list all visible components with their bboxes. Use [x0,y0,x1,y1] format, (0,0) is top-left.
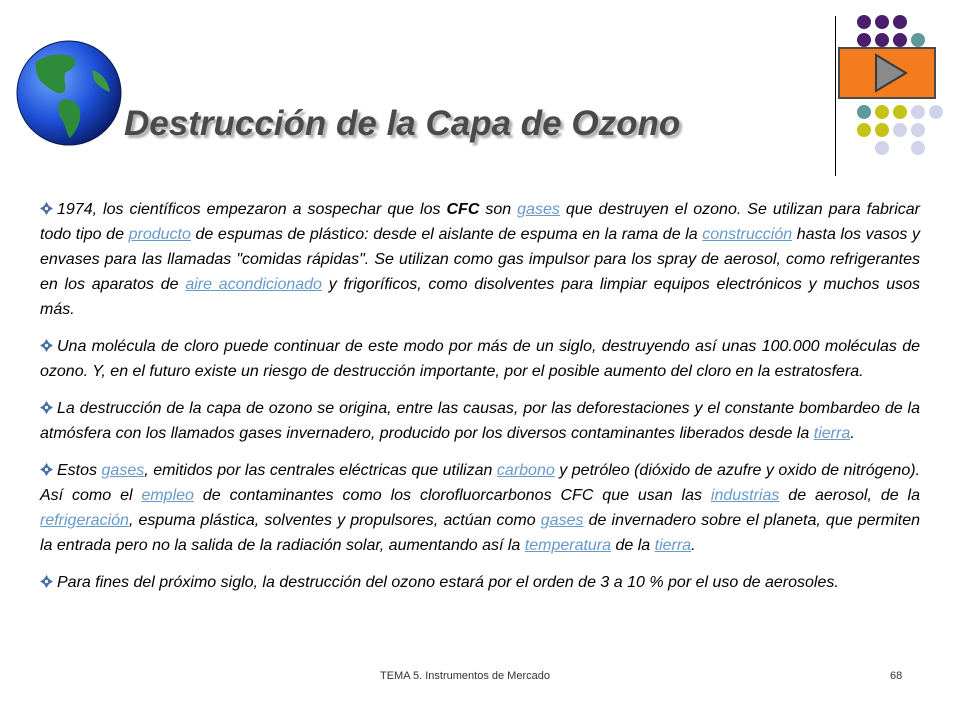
diamond-bullet-icon [40,401,53,414]
link-tierra[interactable]: tierra [813,425,851,442]
globe-icon [16,40,122,146]
diamond-bullet-icon [40,575,53,588]
dot [857,105,871,119]
link-empleo[interactable]: empleo [141,487,194,504]
link-industrias[interactable]: industrias [710,487,780,504]
text: de espumas de plástico: desde el aislante de espuma en la rama de la [190,226,703,243]
dot [875,33,889,47]
slide-title: Destrucción de la Capa de Ozono [124,104,681,143]
link-gases[interactable]: gases [101,462,145,479]
slide-footer: TEMA 5. Instrumentos de Mercado [380,670,550,682]
dot [857,33,871,47]
paragraph-1 [40,197,920,322]
text: La destrucción de la capa de ozono se origina, entre las causas, por las deforestaciones y el constante bombardeo de la atmósfera con los llamados gases invernadero, producido por los diversos contaminantes liberados desde la [40,400,920,442]
divider-line [835,16,836,176]
text: de la [611,537,655,554]
page-number: 68 [890,670,903,682]
text: Una molécula de cloro puede continuar de este modo por más de un siglo, destruyendo así unas 100.000 moléculas de ozono. Y, en el futuro existe un riesgo de destrucción importante, por el posible aumento del cloro en la estratosfera. [40,338,920,380]
text: . [850,425,855,442]
link-temperatura[interactable]: temperatura [524,537,612,554]
dot [893,33,907,47]
text: hasta los vasos y envases para las llamadas "comidas rápidas". Se utilizan como gas impulsor para los spray de aerosol, como refrigerantes en los aparatos de [40,226,921,293]
text: Para fines del próximo siglo, la destrucción del ozono estará por el orden de 3 a 10 % por el uso de aerosoles. [57,574,839,591]
paragraph-3 [40,396,920,446]
paragraph-5 [40,570,920,595]
dot [929,105,943,119]
dot [893,15,907,29]
text: y petróleo (dióxido de azufre y oxido de nitrógeno). Así como el [40,462,920,504]
diamond-bullet-icon [40,463,53,476]
dot [875,15,889,29]
text-cfc: CFC [446,201,480,218]
dot [893,123,907,137]
link-tierra[interactable]: tierra [654,537,692,554]
text: que destruyen el ozono. Se utilizan para fabricar todo tipo de [40,201,920,243]
dot [911,123,925,137]
dot [857,123,871,137]
dot [875,123,889,137]
paragraph-4 [40,458,920,558]
text: Estos [57,462,102,479]
diamond-bullet-icon [40,202,53,215]
dot [911,105,925,119]
text: , emitidos por las centrales eléctricas que utilizan [144,462,497,479]
dot [875,141,889,155]
text: de invernadero sobre el planeta, que permiten la entrada pero no la salida de la radiación solar, aumentando así la [40,512,920,554]
link-gases[interactable]: gases [517,201,560,218]
dot [893,105,907,119]
link-construccion[interactable]: construcción [702,226,793,243]
slide-body [40,197,920,607]
text: , espuma plástica, solventes y propulsores, actúan como [128,512,541,529]
dot [911,141,925,155]
text: y frigoríficos, como disolventes para limpiar equipos electrónicos y muchos usos más. [40,276,920,318]
text: . [691,537,696,554]
dot [875,105,889,119]
link-aire-acondicionado[interactable]: aire acondicionado [185,276,322,293]
link-gases[interactable]: gases [540,512,584,529]
dot [911,33,925,47]
text: de aerosol, de la [779,487,921,504]
link-carbono[interactable]: carbono [496,462,555,479]
play-right-icon [840,49,934,97]
paragraph-2 [40,334,920,384]
text: 1974, los científicos empezaron a sospechar que los [57,201,447,218]
next-slide-button[interactable] [838,47,936,99]
link-producto[interactable]: producto [128,226,191,243]
text: de contaminantes como los clorofluorcarbonos CFC que usan las [193,487,711,504]
text: son [479,201,518,218]
link-refrigeracion[interactable]: refrigeración [40,512,129,529]
diamond-bullet-icon [40,339,53,352]
dot [857,15,871,29]
